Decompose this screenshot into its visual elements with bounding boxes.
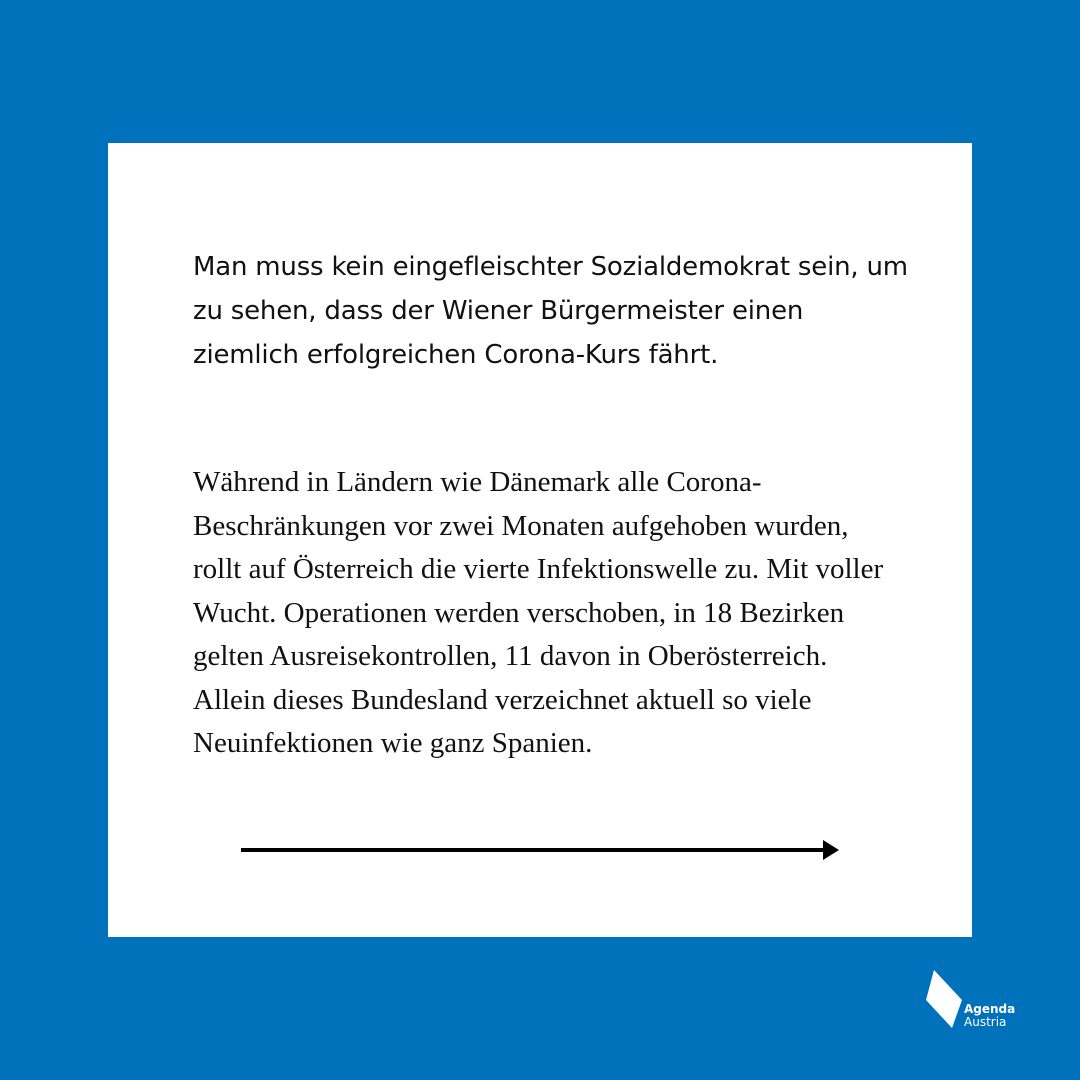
logo-wordmark bbox=[964, 1003, 1015, 1029]
headline: Man muss kein eingefleischter Sozialdemokrat sein, um zu sehen, dass der Wiener Bürgermeister einen ziemlich erfolgreichen Corona-Kurs fährt. bbox=[193, 252, 908, 370]
body-text: Während in Ländern wie Dänemark alle Corona-Beschränkungen vor zwei Monaten aufgehoben wurden, rollt auf Österreich die vierte Infektionswelle zu. Mit voller Wucht. Operationen werden verschoben, in 18 Bezirken gelten Ausreisekontrollen, 11 davon in Oberösterreich. Allein dieses Bundesland verzeichnet aktuell so viele Neuinfektionen wie ganz Spanien. bbox=[193, 466, 884, 759]
logo-line-2: Austria bbox=[964, 1015, 1007, 1029]
content-card bbox=[108, 143, 972, 937]
agenda-austria-logo bbox=[926, 970, 1026, 1032]
arrow-right-icon[interactable] bbox=[241, 837, 841, 863]
logo-line-1: Agenda bbox=[964, 1002, 1016, 1016]
logo-mark-icon bbox=[926, 970, 962, 1032]
